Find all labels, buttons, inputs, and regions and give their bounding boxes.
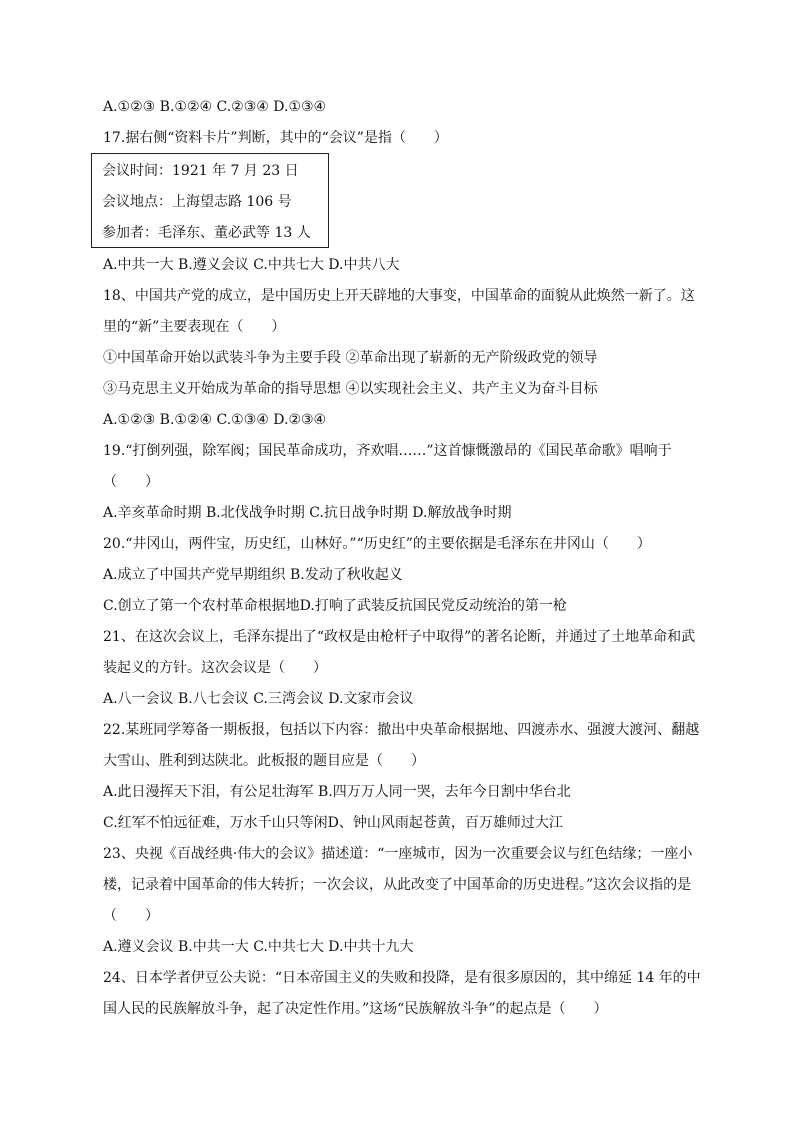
q18-options: A.①②③ B.①②④ C.①③④ D.②③④	[103, 412, 327, 428]
info-card-time: 会议时间：1921 年 7 月 23 日	[102, 163, 299, 179]
q22-options-2: C.红军不怕远征难，万水千山只等闲D、钟山风雨起苍黄，百万雄师过大江	[103, 815, 563, 831]
q23-stem-3: （ ）	[103, 908, 159, 924]
q19-stem-2: （ ）	[103, 474, 159, 490]
q23-stem-2: 楼，记录着中国革命的伟大转折；一次会议，从此改变了中国革命的历史进程。”这次会议指的是	[103, 877, 692, 893]
q23-stem-1: 23、央视《百战经典·伟大的会议》描述道：“一座城市，因为一次重要会议与红色结缘；一座小	[103, 846, 693, 862]
q18-stem-2: 里的“新”主要表现在（ ）	[103, 319, 286, 335]
q17-stem: 17.据右侧“资料卡片”判断，其中的“会议”是指（ ）	[103, 130, 448, 146]
q24-stem-1: 24、日本学者伊豆公夫说：“日本帝国主义的失败和投降，是有很多原因的，其中绵延 14 年的中	[103, 970, 701, 986]
q22-stem-2: 大雪山、胜利到达陕北。此板报的题目应是（ ）	[103, 753, 425, 769]
q16-options: A.①②③ B.①②④ C.②③④ D.①③④	[103, 99, 327, 115]
info-card-place: 会议地点：上海望志路 106 号	[102, 194, 292, 210]
q18-stem-1: 18、中国共产党的成立，是中国历史上开天辟地的大事变，中国革命的面貌从此焕然一新了。这	[103, 288, 695, 304]
info-card	[91, 153, 329, 248]
q21-stem-2: 装起义的方针。这次会议是（ ）	[103, 660, 327, 676]
q24-stem-2: 国人民的民族解放斗争，起了决定性作用。”这场“民族解放斗争”的起点是（ ）	[103, 1001, 608, 1017]
q23-options: A.遵义会议 B.中共一大 C.中共七大 D.中共十九大	[103, 939, 414, 955]
q22-options-1: A.此日漫挥天下泪，有公足壮海军 B.四万万人同一哭，去年今日割中华台北	[103, 784, 571, 800]
q21-options: A.八一会议 B.八七会议 C.三湾会议 D.文家市会议	[103, 691, 414, 707]
q19-stem-1: 19.“打倒列强，除军阀；国民革命成功，齐欢唱……”这首慷慨激昂的《国民革命歌》唱响于	[103, 443, 672, 459]
q18-items-1: ①中国革命开始以武装斗争为主要手段 ②革命出现了崭新的无产阶级政党的领导	[103, 350, 598, 366]
q20-options-2: C.创立了第一个农村革命根据地D.打响了武装反抗国民党反动统治的第一枪	[103, 598, 567, 614]
q18-items-2: ③马克思主义开始成为革命的指导思想 ④以实现社会主义、共产主义为奋斗目标	[103, 381, 598, 397]
q17-options: A.中共一大 B.遵义会议 C.中共七大 D.中共八大	[103, 257, 400, 273]
q20-options-1: A.成立了中国共产党早期组织 B.发动了秋收起义	[103, 567, 403, 583]
q22-stem-1: 22.某班同学筹备一期板报，包括以下内容：撤出中央革命根据地、四渡赤水、强渡大渡河、翻越	[103, 722, 700, 738]
q21-stem-1: 21、在这次会议上，毛泽东提出了“政权是由枪杆子中取得”的著名论断，并通过了土地革命和武	[103, 629, 696, 645]
q20-stem: 20.“井冈山，两件宝，历史红，山林好。”“历史红”的主要依据是毛泽东在井冈山（ ）	[103, 536, 651, 552]
info-card-attendees: 参加者：毛泽东、董必武等 13 人	[102, 225, 311, 241]
q19-options: A.辛亥革命时期 B.北伐战争时期 C.抗日战争时期 D.解放战争时期	[103, 505, 512, 521]
